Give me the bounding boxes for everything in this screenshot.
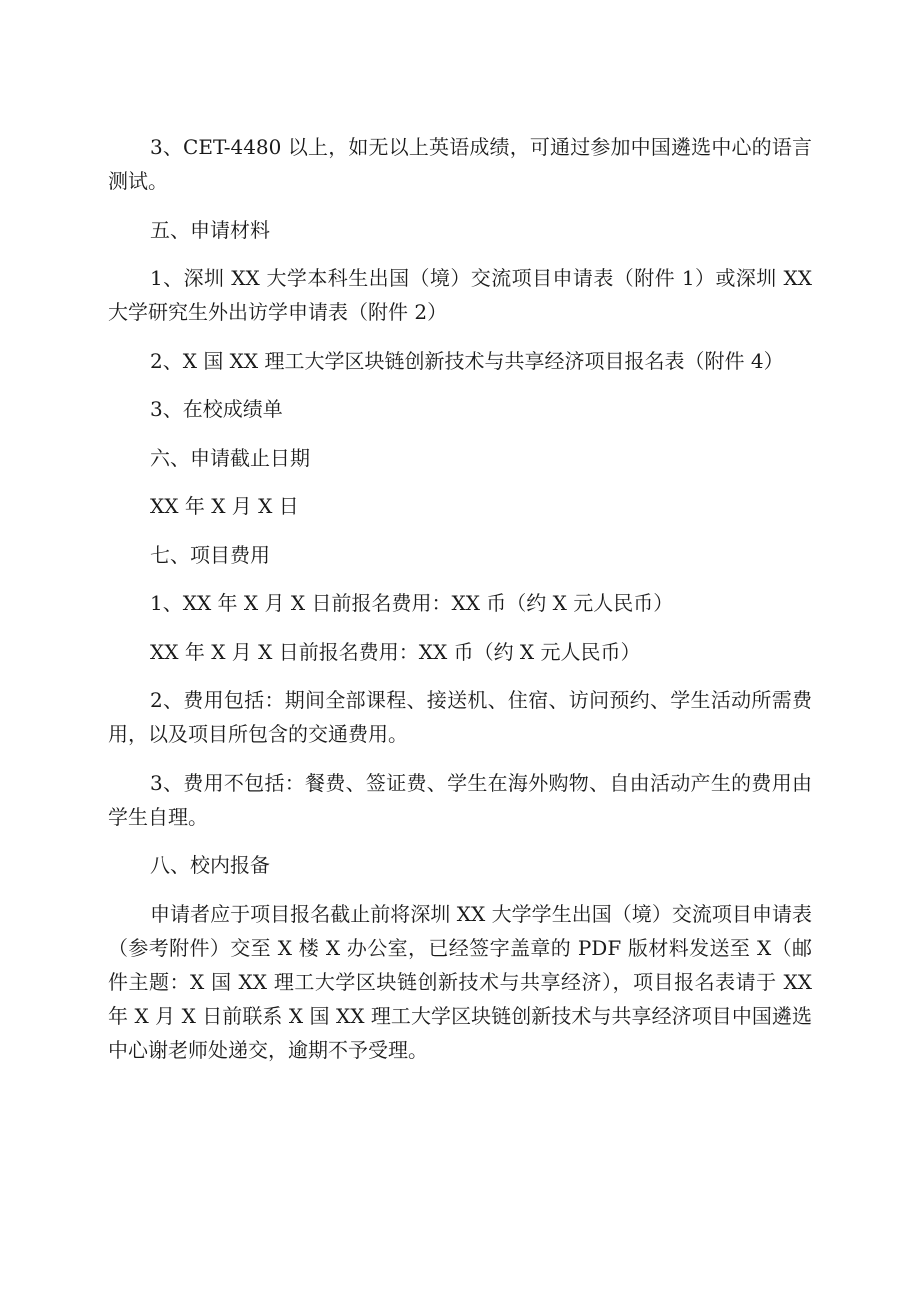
document-page [108,130,819,1081]
paragraph-fee-1: 1、XX 年 X 月 X 日前报名费用：XX 币（约 X 元人民币） [150,591,674,615]
heading-program-fees: 七、项目费用 [150,542,270,567]
heading-application-materials: 五、申请材料 [150,217,270,242]
paragraph-deadline-date: XX 年 X 月 X 日 [150,494,299,518]
paragraph-fee-included: 2、费用包括：期间全部课程、接送机、住宿、访问预约、学生活动所需费用，以及项目所包含的交通费用。 [108,688,812,746]
paragraph-filing-instructions: 申请者应于项目报名截止前将深圳 XX 大学学生出国（境）交流项目申请表（参考附件）交至 X 楼 X 办公室，已经签字盖章的 PDF 版材料发送至 X（邮件主题：X 国 XX 理工大学区块链创新技术与共享经济），项目报名表请于 XX 年 X 月 X 日前联系 X 国 XX 理工大学区块链创新技术与共享经济项目中国遴选中心谢老师处递交，逾期不予受理。 [108,901,819,1062]
heading-campus-filing: 八、校内报备 [150,853,270,877]
paragraph-english-requirement: 3、CET-4480 以上，如无以上英语成绩，可通过参加中国遴选中心的语言测试。 [108,135,812,193]
paragraph-material-3: 3、在校成绩单 [150,397,283,421]
paragraph-fee-1b: XX 年 X 月 X 日前报名费用：XX 币（约 X 元人民币） [150,639,641,664]
paragraph-fee-excluded: 3、费用不包括：餐费、签证费、学生在海外购物、自由活动产生的费用由学生自理。 [108,770,812,829]
paragraph-material-2: 2、X 国 XX 理工大学区块链创新技术与共享经济项目报名表（附件 4） [150,348,784,373]
paragraph-material-1: 1、深圳 XX 大学本科生出国（境）交流项目申请表（附件 1）或深圳 XX 大学研究生外出访学申请表（附件 2） [108,266,819,324]
heading-deadline: 六、申请截止日期 [150,445,310,470]
